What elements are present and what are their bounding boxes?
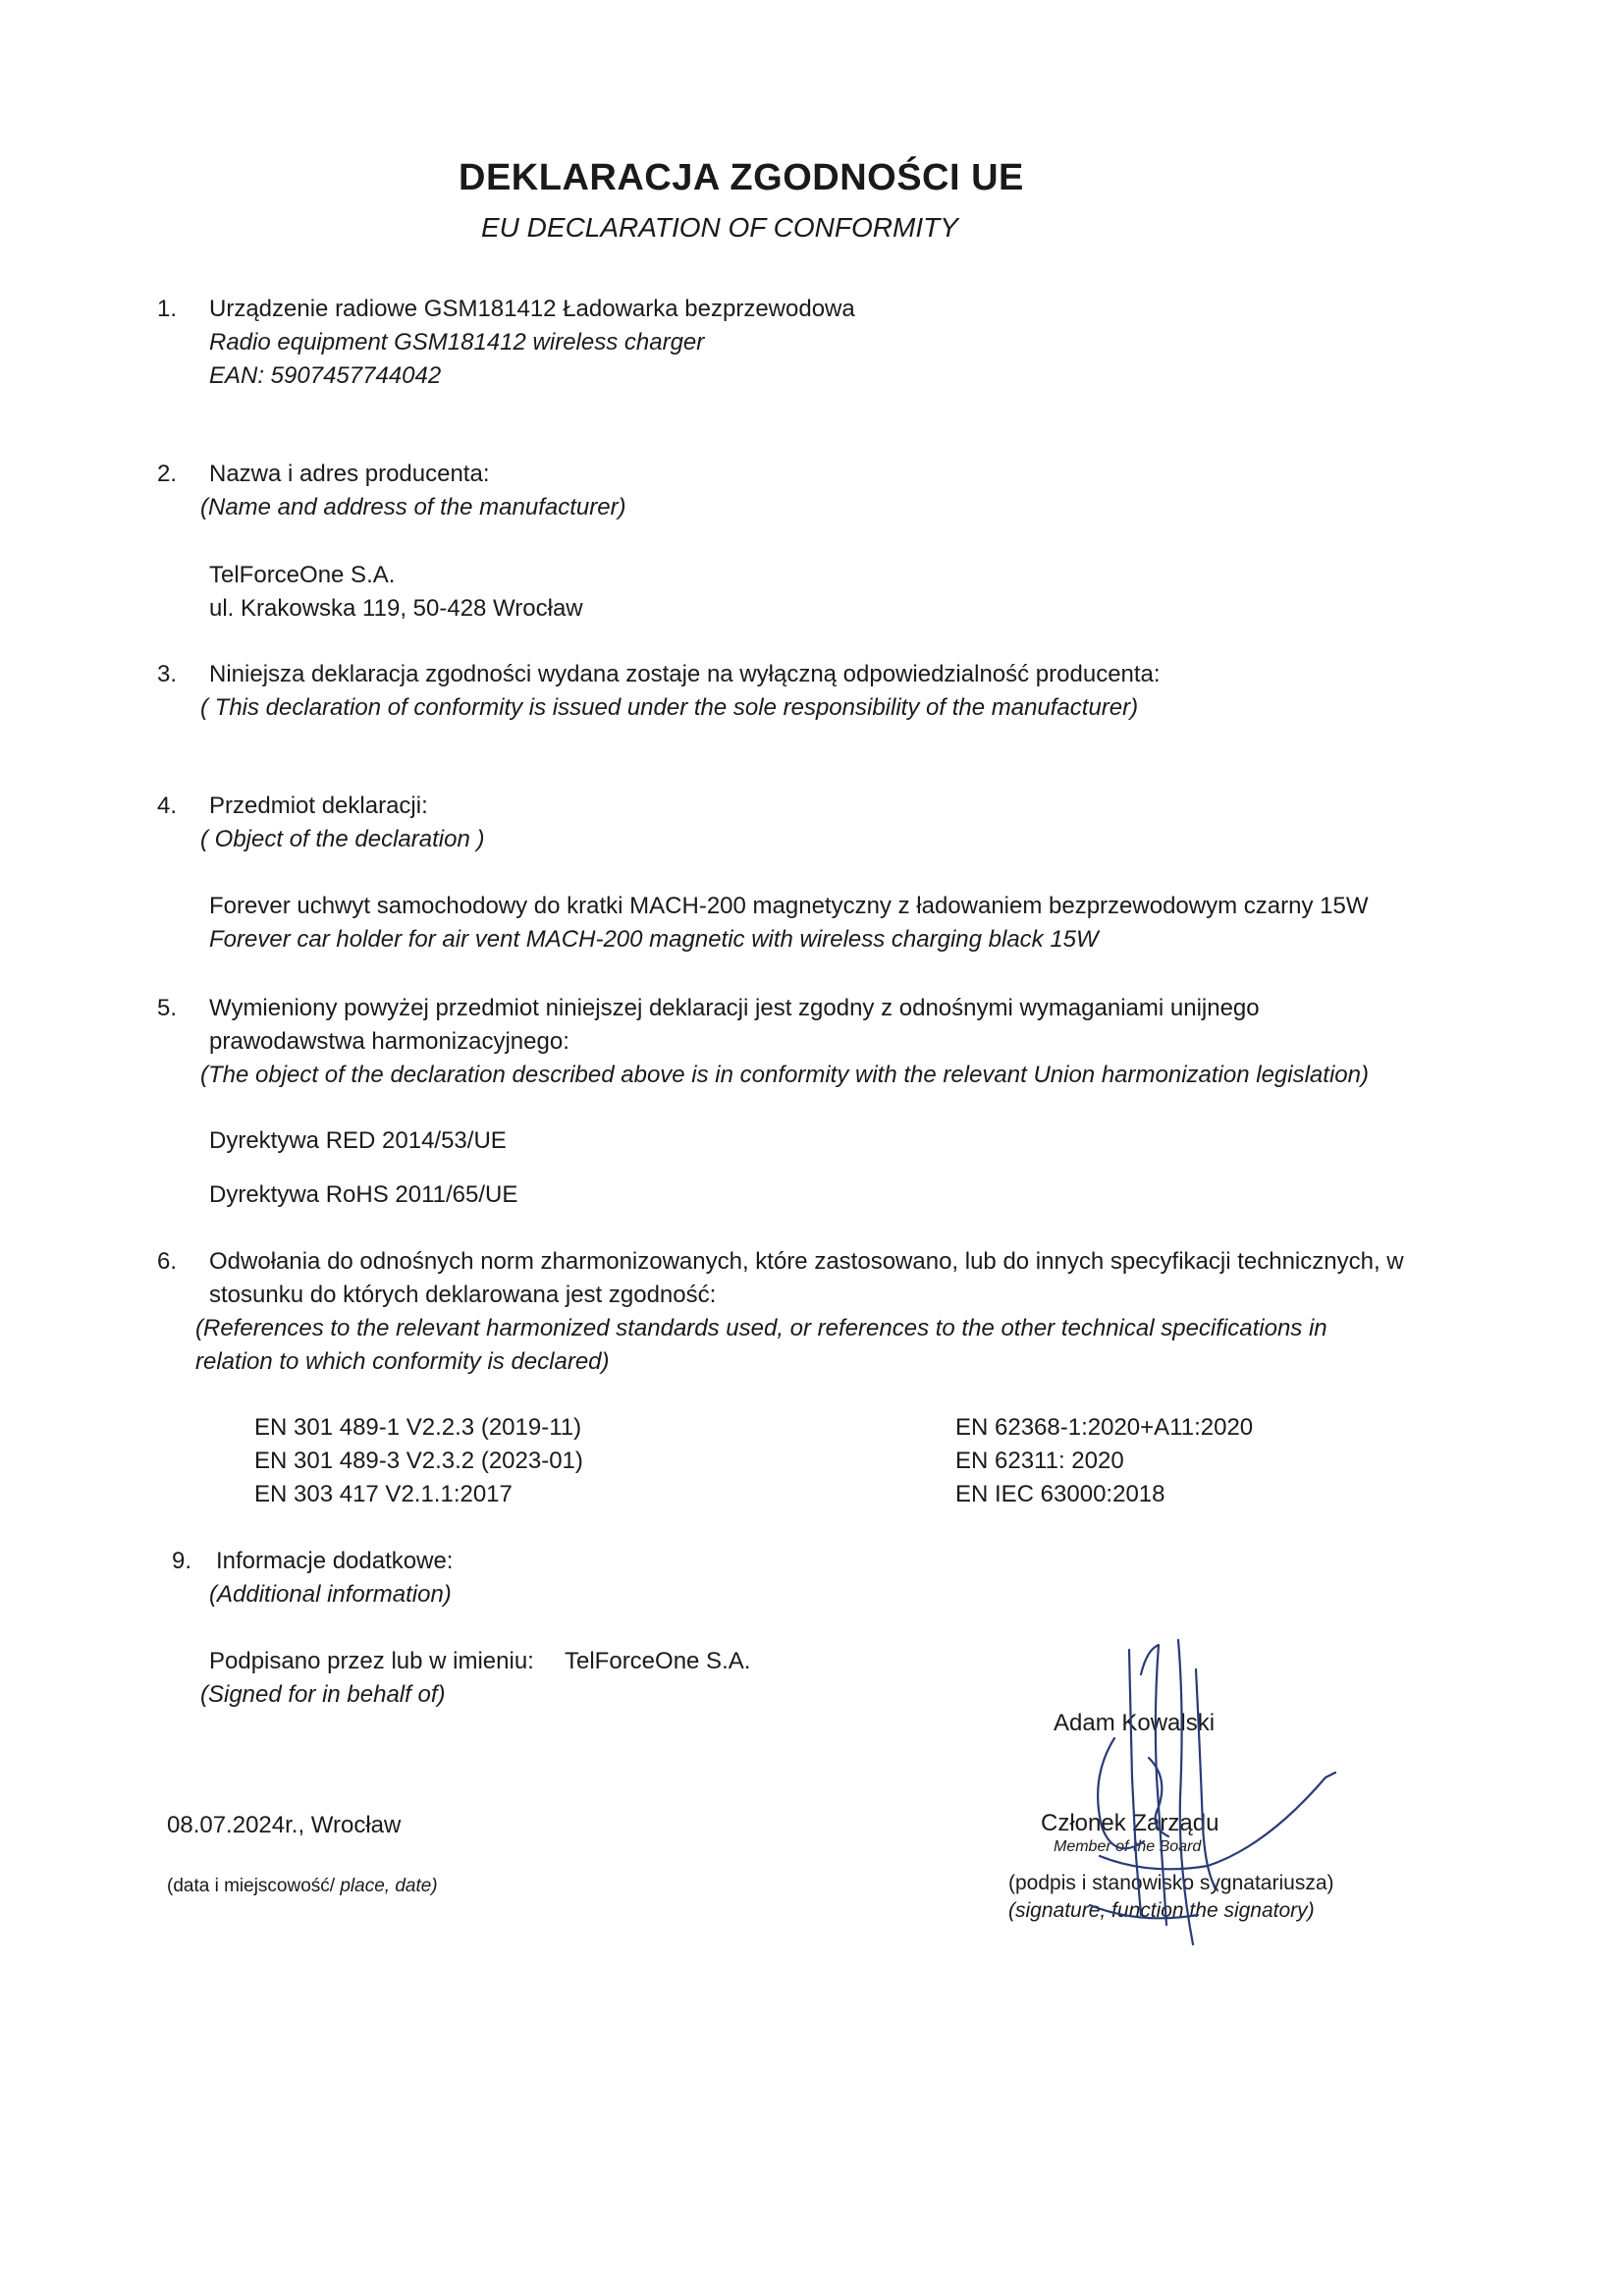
manufacturer-address: ul. Krakowska 119, 50-428 Wrocław [209,595,583,622]
signed-by-company: TelForceOne S.A. [565,1648,751,1674]
directive-red: Dyrektywa RED 2014/53/UE [209,1127,507,1154]
section-1-line-pl: Urządzenie radiowe GSM181412 Ładowarka bezprzewodowa [209,296,855,322]
signatory-function-en: Member of the Board [1054,1838,1202,1855]
standard-right-1: EN 62368-1:2020+A11:2020 [955,1414,1254,1441]
section-6-heading-en-line1: (References to the relevant harmonized standards used, or references to the other technical specifications in [195,1315,1327,1341]
standard-right-3: EN IEC 63000:2018 [955,1481,1165,1507]
handwritten-signature [1031,1630,1355,1954]
standard-left-1: EN 301 489-1 V2.2.3 (2019-11) [254,1414,582,1441]
declaration-object-pl: Forever uchwyt samochodowy do kratki MACH-200 magnetyczny z ładowaniem bezprzewodowym czarny 15W [209,893,1369,919]
section-number: 5. [157,995,178,1021]
document-subtitle: EU DECLARATION OF CONFORMITY [481,212,958,243]
section-9-heading: Informacje dodatkowe: [216,1548,454,1574]
signatory-name: Adam Kowalski [1054,1710,1216,1736]
date-place-caption-pl: (data i miejscowość/ [167,1876,336,1896]
section-number: 2. [157,461,178,487]
section-6-heading-line2: stosunku do których deklarowana jest zgodność: [209,1282,717,1308]
section-2-heading-en: (Name and address of the manufacturer) [200,494,626,520]
signature-caption-en: (signature, function the signatory) [1008,1899,1315,1922]
section-6-heading-en-line2: relation to which conformity is declared) [195,1348,610,1375]
section-5-heading-line1: Wymieniony powyżej przedmiot niniejszej deklaracji jest zgodny z odnośnymi wymaganiami unijnego [209,995,1260,1021]
directive-rohs: Dyrektywa RoHS 2011/65/UE [209,1181,518,1208]
section-2-heading: Nazwa i adres producenta: [209,461,490,487]
section-5-heading-line2: prawodawstwa harmonizacyjnego: [209,1028,569,1055]
section-number: 9. [172,1548,192,1574]
signed-by-label: Podpisano przez lub w imieniu: [209,1648,534,1674]
signatory-function-pl: Członek Zarządu [1041,1810,1219,1836]
section-number: 1. [157,296,178,322]
section-6-heading-line1: Odwołania do odnośnych norm zharmonizowanych, które zastosowano, lub do innych specyfikacji technicznych, w [209,1248,1404,1275]
standard-right-2: EN 62311: 2020 [955,1448,1124,1474]
section-4-heading: Przedmiot deklaracji: [209,793,428,819]
section-9-heading-en: (Additional information) [209,1581,452,1608]
section-3-heading-en: ( This declaration of conformity is issued under the sole responsibility of the manufacturer) [200,694,1139,721]
section-number: 6. [157,1248,178,1275]
document-title: DEKLARACJA ZGODNOŚCI UE [459,157,1024,198]
section-1-line-en: Radio equipment GSM181412 wireless charger [209,329,705,355]
section-1-ean: EAN: 5907457744042 [209,362,442,389]
section-4-heading-en: ( Object of the declaration ) [200,826,485,852]
date-place-caption [167,1876,438,1897]
manufacturer-name: TelForceOne S.A. [209,562,396,588]
standard-left-3: EN 303 417 V2.1.1:2017 [254,1481,513,1507]
signed-by-label-en: (Signed for in behalf of) [200,1681,446,1708]
date-place: 08.07.2024r., Wrocław [167,1812,402,1838]
section-5-heading-en: (The object of the declaration described above is in conformity with the relevant Union harmonization legislation) [200,1062,1369,1088]
standard-left-2: EN 301 489-3 V2.3.2 (2023-01) [254,1448,583,1474]
section-3-heading: Niniejsza deklaracja zgodności wydana zostaje na wyłączną odpowiedzialność producenta: [209,661,1161,687]
section-number: 4. [157,793,178,819]
date-place-caption-en: place, date) [340,1876,438,1896]
signature-caption-pl: (podpis i stanowisko sygnatariusza) [1008,1872,1334,1894]
section-number: 3. [157,661,178,687]
declaration-object-en: Forever car holder for air vent MACH-200 magnetic with wireless charging black 15W [209,926,1099,953]
